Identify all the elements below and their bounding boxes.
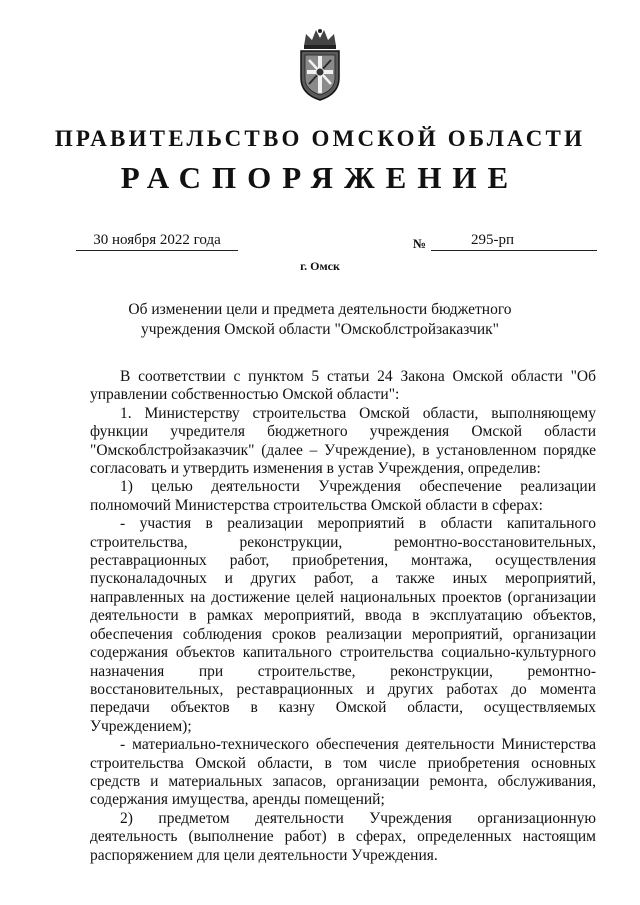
city-label: г. Омск bbox=[300, 259, 340, 273]
paragraph-preamble: В соответствии с пунктом 5 статьи 24 Закона Омской области "Об управлении собственностью Омской области": bbox=[90, 368, 596, 404]
number-label: № bbox=[413, 236, 427, 251]
document-type-title: РАСПОРЯЖЕНИЕ bbox=[120, 160, 520, 195]
document-subject: Об изменении цели и предмета деятельности бюджетного учреждения Омской области "Омскоблстройзаказчик" bbox=[128, 301, 512, 338]
paragraph-subitem-1: 1) целью деятельности Учреждения обеспечение реализации полномочий Министерства строительства Омской области в сферах: bbox=[90, 478, 596, 514]
document-number-field bbox=[431, 232, 597, 251]
document-date: 30 ноября 2022 года bbox=[76, 232, 238, 251]
document-body bbox=[90, 368, 596, 865]
paragraph-item-1: 1. Министерству строительства Омской области, выполняющему функции учредителя бюджетного учреждения Омской области "Омскоблстройзаказчик" (далее – Учреждение), в установленном порядке согласовать и утвердить изменения в устав Учреждения, определив: bbox=[90, 404, 596, 478]
paragraph-subitem-2: 2) предметом деятельности Учреждения организационную деятельность (выполнение работ) в сферах, определенных настоящим распоряжением для цели деятельности Учреждения. bbox=[90, 809, 596, 864]
paragraph-bullet-1: - участия в реализации мероприятий в области капитального строительства, реконструкции, ремонтно-восстановительных, реставрационных работ, приобретения, монтажа, осуществления пусконаладочных и других работ, а также иных мероприятий, направленных на достижение целей национальных проектов (организации деятельности в рамках мероприятий, ввода в эксплуатацию объектов, обеспечения соблюдения сроков реализации мероприятий, организации содержания объектов капитального строительства социально-культурного назначения при строительстве, реконструкции, ремонтно-восстановительных, реставрационных и других работах до момента передачи объектов в казну Омской области, осуществляемых Учреждением); bbox=[90, 515, 596, 735]
government-title: ПРАВИТЕЛЬСТВО ОМСКОЙ ОБЛАСТИ bbox=[54, 126, 586, 151]
document-number: 295-рп bbox=[471, 232, 515, 248]
coat-of-arms-icon bbox=[296, 26, 344, 102]
paragraph-bullet-2: - материально-технического обеспечения деятельности Министерства строительства Омской области, в том числе приобретения основных средств и материальных запасов, организации ремонта, обслуживания, содержания имущества, аренды помещений; bbox=[90, 736, 596, 809]
